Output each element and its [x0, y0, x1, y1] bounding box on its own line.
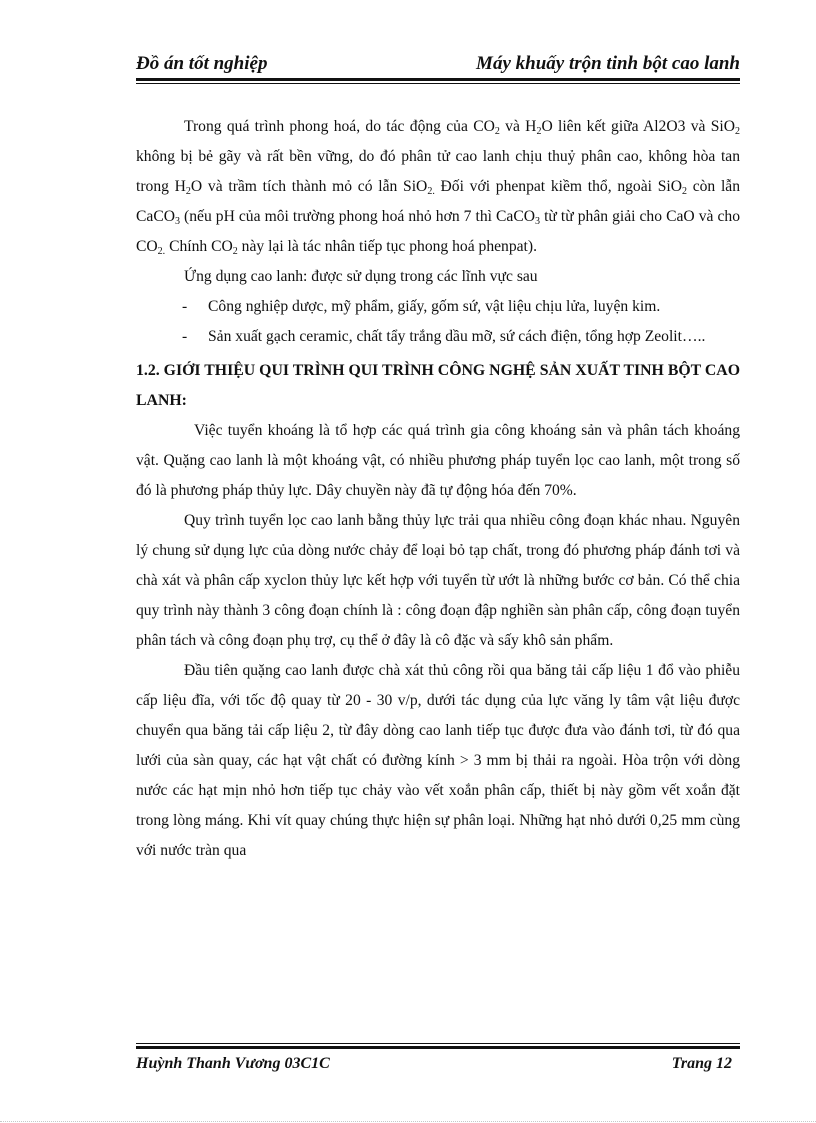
header-rule-thin: [136, 83, 740, 84]
paragraph-process-steps: Đầu tiên quặng cao lanh được chà xát thủ công rồi qua băng tải cấp liệu 1 đổ vào phiễu cấp liệu đĩa, với tốc độ quay từ 20 - 30 v/p, dưới tác dụng của lực văng ly tâm vật liệu được chuyển qua băng tải cấp liệu 2, từ đây dòng cao lanh tiếp tục được đưa vào đánh tơi, từ đó qua lưới của sàn quay, các hạt vật chất có đường kính > 3 mm bị thải ra ngoài. Hòa trộn với dòng nước các hạt mịn nhỏ hơn tiếp tục chảy vào vết xoắn phân cấp, thiết bị này gồm vết xoắn đặt trong lòng máng. Khi vít quay chúng thực hiện sự phân loại. Những hạt nhỏ dưới 0,25 mm cùng với nước tràn qua: [136, 662, 740, 859]
footer-page-number: Trang 12: [671, 1055, 732, 1072]
paragraph-ore-dressing: Việc tuyển khoáng là tổ hợp các quá trình gia công khoáng sản và phân tách khoáng vật. Quặng cao lanh là một khoáng vật, có nhiều phương pháp tuyển lọc cao lanh, một trong số đó là phương pháp thủy lực. Dây chuyền này đã tự động hóa đến 70%.: [136, 422, 740, 499]
paragraph-process-overview: Quy trình tuyển lọc cao lanh bằng thủy lực trải qua nhiều công đoạn khác nhau. Nguyên lý chung sử dụng lực của dòng nước chảy để loại bỏ tạp chất, trong đó phương pháp đánh tơi và chà xát và phân cấp xyclon thủy lực kết hợp với tuyển từ ướt là những bước cơ bản. Có thể chia quy trình này thành 3 công đoạn chính là : công đoạn đập nghiền sàn phân cấp, công đoạn tuyển phân tách và công đoạn phụ trợ, cụ thể ở đây là cô đặc và sấy khô sản phẩm.: [136, 512, 740, 649]
footer-rule-thick: [136, 1046, 740, 1049]
header-rule-thick: [136, 78, 740, 81]
page-footer: [136, 1054, 740, 1074]
page-body: [136, 112, 740, 866]
list-item-text: Sản xuất gạch ceramic, chất tẩy trắng dầu mỡ, sứ cách điện, tổng hợp Zeolit…..: [208, 328, 706, 345]
list-item: [136, 322, 740, 352]
header-right-title: Máy khuấy trộn tinh bột cao lanh: [476, 53, 740, 74]
paragraph-weathering: Trong quá trình phong hoá, do tác động của $CO_2$ và $H_2O$ liên kết giữa Al2O3 và SiO$_2$ không bị bẻ gãy và rất bền vững, do đó phân tử cao lanh chịu thuỷ phân cao, không hòa tan trong $H_2O$ và trầm tích thành mỏ có lẫn SiO$_{2.}$ Đối với phenpat kiềm thổ, ngoài SiO$_2$ còn lẫn CaCO$_3$ (nếu pH của môi trường phong hoá nhỏ hơn 7 thì CaCO$_3$ từ từ phân giải cho CaO và cho $CO_{2.}$ Chính $CO_2$ này lại là tác nhân tiếp tục phong hoá phenpat).: [136, 118, 740, 257]
list-item-text: Công nghiệp dược, mỹ phẩm, giấy, gốm sứ, vật liệu chịu lửa, luyện kim.: [208, 298, 661, 315]
bullet-dash: -: [182, 298, 188, 315]
section-heading: 1.2. GIỚI THIỆU QUI TRÌNH QUI TRÌNH CÔNG NGHỆ SẢN XUẤT TINH BỘT CAO LANH:: [136, 362, 740, 409]
page-edge-divider: [0, 1121, 816, 1122]
list-item: [136, 292, 740, 322]
footer-author: Huỳnh Thanh Vương 03C1C: [136, 1055, 330, 1072]
header-left-title: Đồ án tốt nghiệp: [136, 53, 268, 74]
bullet-dash: -: [182, 328, 188, 345]
page-header: [136, 52, 740, 76]
paragraph-applications-intro: Ứng dụng cao lanh: được sử dụng trong các lĩnh vực sau: [184, 268, 538, 285]
footer-rule-thin: [136, 1043, 740, 1044]
